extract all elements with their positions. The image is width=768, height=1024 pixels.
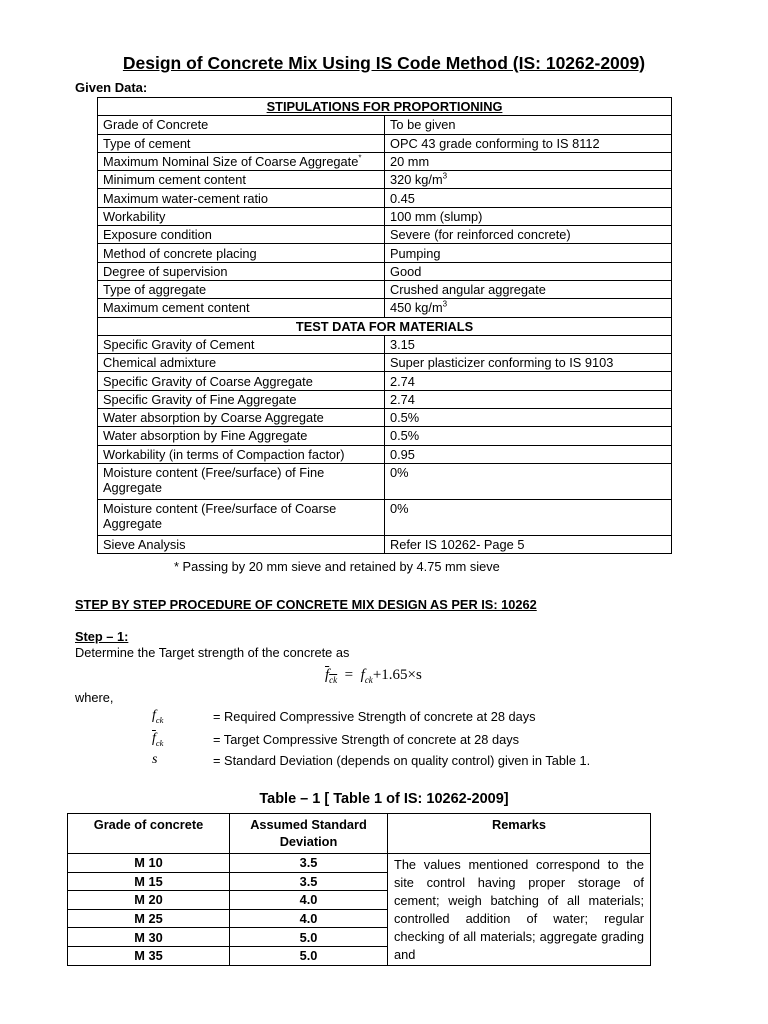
table-row <box>98 299 672 317</box>
table1-header-remarks: Remarks <box>388 814 651 854</box>
grade-cell: M 20 <box>68 891 230 910</box>
row-value: OPC 43 grade conforming to IS 8112 <box>385 134 672 152</box>
table-row <box>98 134 672 152</box>
row-value: 0% <box>385 463 672 499</box>
row-value: 3.15 <box>385 335 672 353</box>
row-value: 0.5% <box>385 409 672 427</box>
row-parameter: Maximum cement content <box>98 299 385 317</box>
row-parameter: Specific Gravity of Fine Aggregate <box>98 390 385 408</box>
grade-cell: M 35 <box>68 946 230 965</box>
row-parameter: Moisture content (Free/surface of Coarse Aggregate <box>98 499 385 535</box>
test-data-header: TEST DATA FOR MATERIALS <box>98 317 672 335</box>
definition-text: = Target Compressive Strength of concrete at 28 days <box>213 732 519 747</box>
cube-superscript: 3 <box>442 300 448 310</box>
row-value: 2.74 <box>385 372 672 390</box>
document-title: Design of Concrete Mix Using IS Code Method (IS: 10262-2009) <box>122 53 646 73</box>
row-value: 320 $kg/m^3$ <box>385 171 672 189</box>
asterisk-superscript: * <box>358 153 362 163</box>
row-parameter: Maximum water-cement ratio <box>98 189 385 207</box>
row-value: 0.95 <box>385 445 672 463</box>
table-row <box>98 499 672 535</box>
table-row <box>98 189 672 207</box>
table-row <box>68 854 651 873</box>
row-parameter: Minimum cement content <box>98 171 385 189</box>
row-parameter: Type of cement <box>98 134 385 152</box>
table-row <box>98 409 672 427</box>
row-value: Crushed angular aggregate <box>385 280 672 298</box>
table-row <box>98 280 672 298</box>
given-data-label: Given Data: <box>75 80 148 95</box>
row-parameter: Workability <box>98 207 385 225</box>
row-value: 100 mm (slump) <box>385 207 672 225</box>
row-value: 20 mm <box>385 152 672 170</box>
step1-text: Determine the Target strength of the concrete as <box>75 645 350 660</box>
row-parameter: Exposure condition <box>98 226 385 244</box>
table1-header-row <box>68 814 651 854</box>
footnote: * Passing by 20 mm sieve and retained by 4.75 mm sieve <box>174 559 500 574</box>
procedure-heading: STEP BY STEP PROCEDURE OF CONCRETE MIX DESIGN AS PER IS: 10262 <box>75 597 537 612</box>
definition-symbol: $f_{ck}$ <box>152 708 164 725</box>
row-value: Pumping <box>385 244 672 262</box>
table-row <box>98 207 672 225</box>
table-row <box>98 244 672 262</box>
stipulations-header-row <box>98 98 672 116</box>
formula-lhs: $f_{ck}$ <box>325 667 338 685</box>
where-label: where, <box>75 690 114 705</box>
deviation-cell: 4.0 <box>230 891 388 910</box>
standard-deviation-table <box>67 813 651 966</box>
row-parameter: Type of aggregate <box>98 280 385 298</box>
grade-cell: M 30 <box>68 928 230 947</box>
row-parameter: Chemical admixture <box>98 354 385 372</box>
deviation-cell: 5.0 <box>230 928 388 947</box>
row-value: 0.5% <box>385 427 672 445</box>
row-value: Good <box>385 262 672 280</box>
row-value: 2.74 <box>385 390 672 408</box>
table-row <box>98 445 672 463</box>
grade-cell: M 10 <box>68 854 230 873</box>
row-value: Super plasticizer conforming to IS 9103 <box>385 354 672 372</box>
row-value: Refer IS 10262- Page 5 <box>385 535 672 553</box>
formula-rhs: $f_{ck}+1.65\times s$ <box>360 667 422 685</box>
table-row <box>98 535 672 553</box>
grade-cell: M 15 <box>68 872 230 891</box>
row-value: 0.45 <box>385 189 672 207</box>
row-parameter: Water absorption by Fine Aggregate <box>98 427 385 445</box>
formula-equals: = <box>344 667 354 683</box>
step1-label: Step – 1: <box>75 629 129 644</box>
deviation-cell: 3.5 <box>230 872 388 891</box>
row-value: Severe (for reinforced concrete) <box>385 226 672 244</box>
table-row <box>98 262 672 280</box>
deviation-cell: 4.0 <box>230 909 388 928</box>
table1-title: Table – 1 [ Table 1 of IS: 10262-2009] <box>259 791 509 807</box>
deviation-cell: 5.0 <box>230 946 388 965</box>
table-row <box>98 226 672 244</box>
table-row <box>98 335 672 353</box>
target-strength-formula <box>325 667 422 685</box>
row-parameter: Method of concrete placing <box>98 244 385 262</box>
row-value: To be given <box>385 116 672 134</box>
table-row <box>98 463 672 499</box>
stipulations-header: STIPULATIONS FOR PROPORTIONING <box>98 98 672 116</box>
definition-text: = Required Compressive Strength of concrete at 28 days <box>213 709 536 724</box>
row-parameter: Maximum Nominal Size of Coarse Aggregate* <box>98 152 385 170</box>
table-row <box>98 390 672 408</box>
remarks-cell: The values mentioned correspond to the site control having proper storage of cement; weigh batching of all materials; controlled addition of water; regular checking of all materials; aggregate grading and <box>388 854 651 966</box>
table-row <box>98 152 672 170</box>
row-parameter: Grade of Concrete <box>98 116 385 134</box>
table-row <box>98 116 672 134</box>
row-parameter: Sieve Analysis <box>98 535 385 553</box>
table-row <box>98 427 672 445</box>
table-row <box>98 354 672 372</box>
table1-header-deviation: Assumed Standard Deviation <box>230 814 388 854</box>
table-row <box>98 372 672 390</box>
definition-symbol: s <box>152 752 158 767</box>
row-parameter: Water absorption by Coarse Aggregate <box>98 409 385 427</box>
row-value: 450 $kg/m^3$ <box>385 299 672 317</box>
row-parameter: Degree of supervision <box>98 262 385 280</box>
stipulations-table <box>97 97 672 554</box>
cube-superscript: 3 <box>442 172 448 182</box>
grade-cell: M 25 <box>68 909 230 928</box>
deviation-cell: 3.5 <box>230 854 388 873</box>
table-row <box>98 171 672 189</box>
row-parameter: Workability (in terms of Compaction factor) <box>98 445 385 463</box>
row-value: 0% <box>385 499 672 535</box>
table1-header-grade: Grade of concrete <box>68 814 230 854</box>
definition-text: = Standard Deviation (depends on quality control) given in Table 1. <box>213 753 591 768</box>
test-data-header-row <box>98 317 672 335</box>
row-parameter: Specific Gravity of Cement <box>98 335 385 353</box>
row-parameter: Moisture content (Free/surface) of Fine Aggregate <box>98 463 385 499</box>
definition-symbol: $\overline{f}_{ck}$ <box>152 731 164 748</box>
row-parameter: Specific Gravity of Coarse Aggregate <box>98 372 385 390</box>
